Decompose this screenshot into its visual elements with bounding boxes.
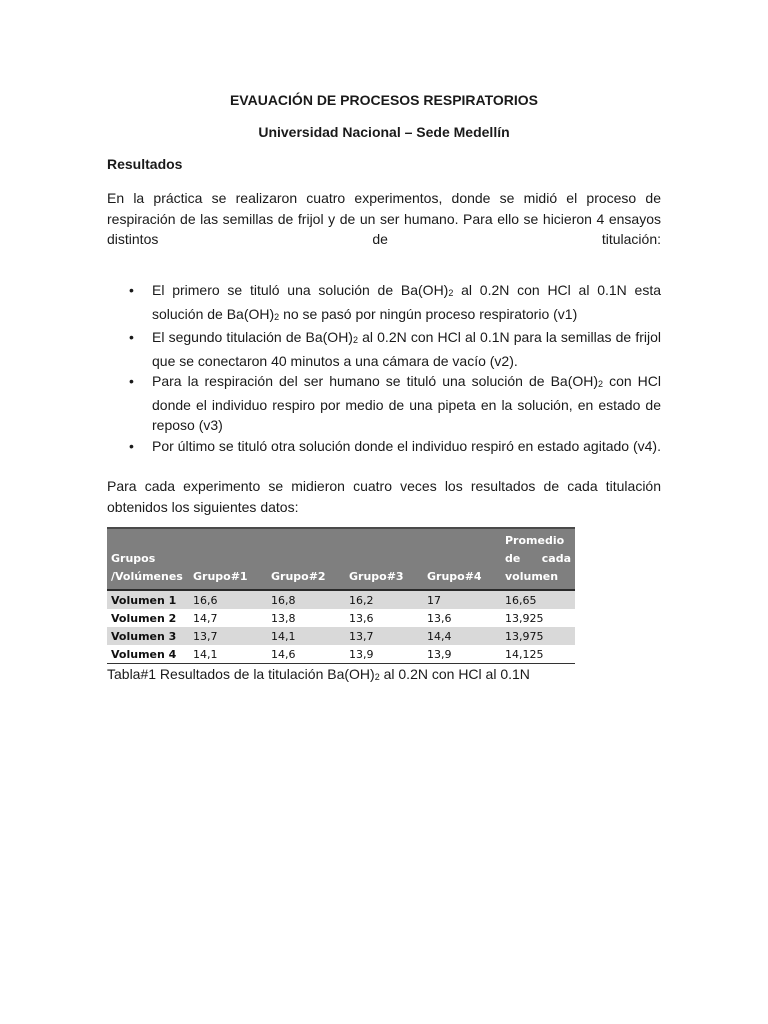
table-cell: 16,8: [267, 590, 345, 609]
results-table-container: [107, 527, 575, 664]
intro-paragraph: En la práctica se realizaron cuatro experimentos, donde se midió el proceso de respiración de las semillas de frijol y de un ser humano. Para ello se hicieron 4 ensayos distintos de titulación:: [107, 190, 661, 247]
header-grupo-4: Grupo#4: [423, 528, 501, 590]
table-cell: 14,125: [501, 645, 575, 664]
table-cell: 17: [423, 590, 501, 609]
table-cell: 14,1: [189, 645, 267, 664]
table-cell: 13,6: [427, 611, 452, 625]
table-cell: Volumen 4: [107, 645, 189, 664]
document-title: EVAUACIÓN DE PROCESOS RESPIRATORIOS: [229, 92, 539, 108]
table-row: [107, 627, 575, 645]
table-row: [107, 609, 575, 627]
table-cell: Volumen 1: [107, 590, 189, 609]
table-cell: 13,9: [345, 645, 423, 664]
section-heading: Resultados: [107, 156, 183, 172]
table-cell: 13,6: [349, 611, 374, 625]
table-cell: 13,8: [271, 611, 296, 625]
table-cell: Volumen 3: [107, 627, 189, 645]
table-cell: 13,925: [505, 611, 544, 625]
table-cell: 13,9: [423, 645, 501, 664]
table-cell: Volumen 2: [111, 611, 177, 625]
table-intro-paragraph: Para cada experimento se midieron cuatro veces los resultados de cada titulación obtenidos los siguientes datos:: [107, 478, 661, 515]
list-item: • El primero se tituló una solución de $Ba(OH)_2$ al 0.2N con HCl al 0.1N esta solución de $Ba(OH)_2$ no se pasó por ningún proceso respiratorio (v1): [129, 282, 661, 322]
bullet-icon: •: [129, 373, 134, 389]
header-grupo-1: Grupo#1: [189, 528, 267, 590]
document-subtitle: Universidad Nacional – Sede Medellín: [258, 124, 510, 140]
list-item: • Por último se tituló otra solución donde el individuo respiró en estado agitado (v4).: [107, 436, 661, 457]
header-promedio: Promedio de cada volumen: [501, 528, 575, 590]
bullet-icon: •: [129, 282, 134, 298]
header-groups: Grupos /Volúmenes: [107, 528, 189, 590]
table-cell: 13,7: [189, 627, 267, 645]
table-cell: 14,6: [267, 645, 345, 664]
table-caption: Tabla#1 Resultados de la titulación $Ba(OH)_2$ al 0.2N con HCl al 0.1N: [107, 666, 530, 682]
table-cell: 16,6: [189, 590, 267, 609]
bullet-icon: •: [129, 329, 134, 345]
list-item: • Para la respiración del ser humano se tituló una solución de $Ba(OH)_2$ con HCl donde el individuo respiro por medio de una pipeta en la solución, en estado de reposo (v3): [129, 373, 661, 433]
table-cell: 14,7: [193, 611, 218, 625]
table-row: [107, 645, 575, 664]
header-grupo-2: Grupo#2: [267, 528, 345, 590]
bullet-icon: •: [129, 437, 134, 454]
table-header-row: [107, 528, 575, 590]
table-cell: 14,1: [267, 627, 345, 645]
table-cell: 14,4: [423, 627, 501, 645]
table-cell: 16,2: [345, 590, 423, 609]
header-grupo-3: Grupo#3: [345, 528, 423, 590]
results-table: [107, 527, 575, 664]
table-cell: 16,65: [501, 590, 575, 609]
table-cell: 13,7: [345, 627, 423, 645]
list-item: • El segundo titulación de $Ba(OH)_2$ al 0.2N con HCl al 0.1N para la semillas de frijol que se conectaron 40 minutos a una cámara de vacío (v2).: [129, 329, 661, 369]
table-row: [107, 590, 575, 609]
table-cell: 13,975: [501, 627, 575, 645]
experiment-list: [107, 280, 661, 456]
